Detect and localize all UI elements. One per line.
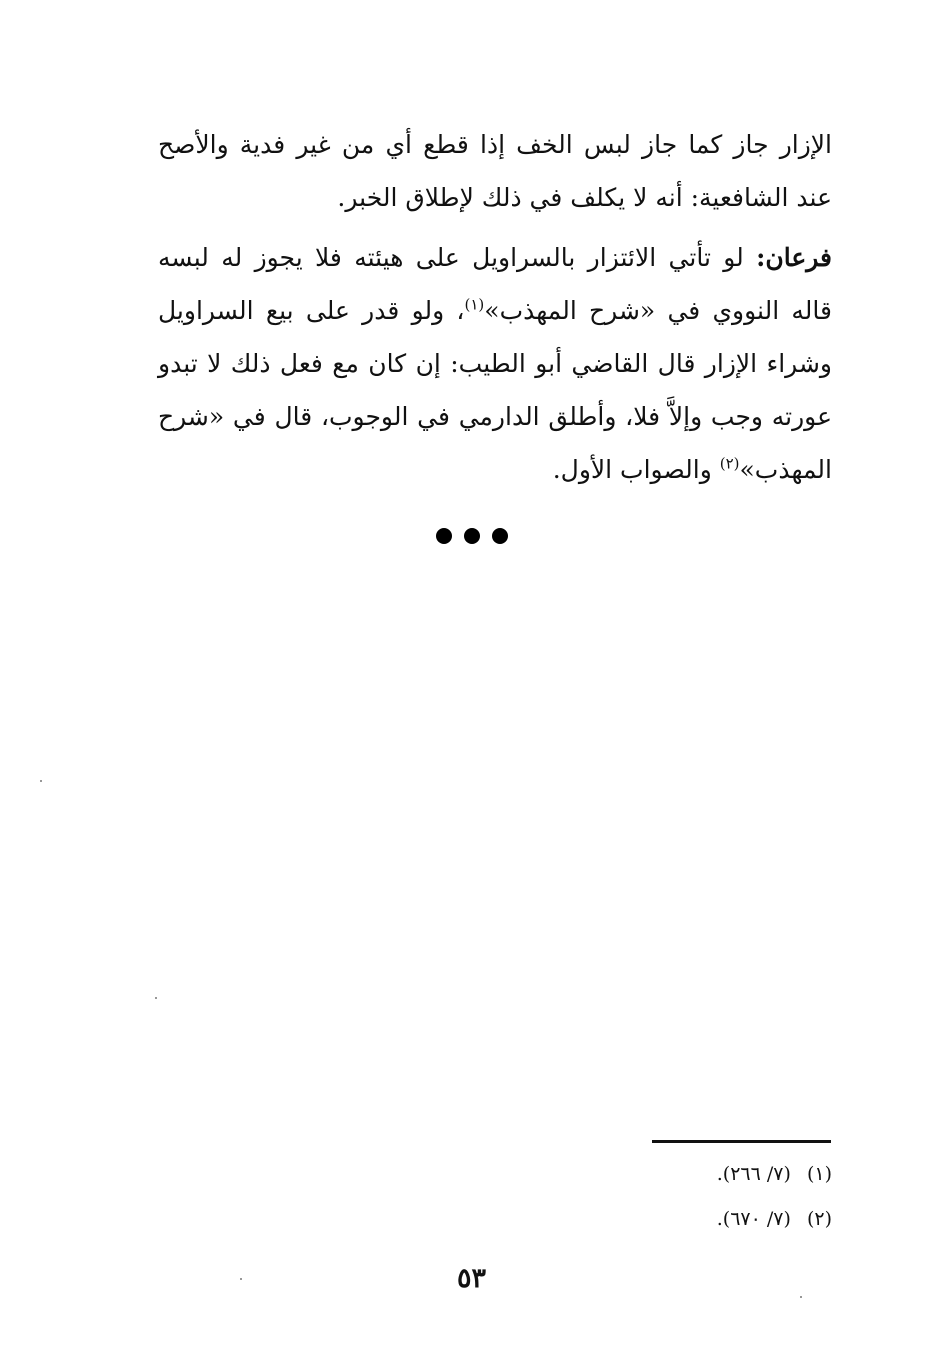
scan-speck [800, 1296, 802, 1298]
paragraph-2-text-c: والصواب الأول. [552, 455, 720, 484]
scan-speck [240, 1278, 242, 1280]
scan-speck [155, 997, 157, 999]
paragraph-2-text-b: ، ولو قدر على بيع السراويل وشراء الإزار قال القاضي أبو الطيب: إن كان مع فعل ذلك لا تبدو عورته وجب وإلاَّ فلا، وأطلق الدارمي في الوجوب، قال في «شرح المهذب» [158, 296, 832, 484]
paragraph-2 [158, 231, 832, 496]
scan-speck [40, 780, 42, 782]
footnote-ref-2: (٢) [719, 454, 740, 473]
footnotes [717, 1152, 832, 1242]
separator-dot [492, 528, 508, 544]
section-separator [0, 528, 943, 548]
paragraph-2-text-a: لو تأتي الائتزار بالسراويل على هيئته فلا يجوز له لبسه قاله النووي في «شرح المهذب» [158, 243, 832, 325]
footnote-1 [717, 1152, 832, 1197]
paragraph-2-lead: فرعان: [756, 243, 832, 272]
footnote-2 [717, 1197, 832, 1242]
footnote-divider [652, 1140, 831, 1143]
footnote-2-number: (٢) [806, 1208, 832, 1230]
footnote-2-text: (٧/ ٦٧٠). [716, 1208, 791, 1230]
separator-dot [436, 528, 452, 544]
footnote-ref-1: (١) [464, 295, 485, 314]
footnote-1-text: (٧/ ٢٦٦). [716, 1163, 791, 1185]
footnote-1-number: (١) [806, 1163, 832, 1185]
page-number: ٥٣ [456, 1263, 486, 1294]
paragraph-1: الإزار جاز كما جاز لبس الخف إذا قطع أي من غير فدية والأصح عند الشافعية: أنه لا يكلف في ذلك لإطلاق الخبر. [158, 130, 832, 212]
separator-dot [464, 528, 480, 544]
main-text [158, 118, 832, 496]
